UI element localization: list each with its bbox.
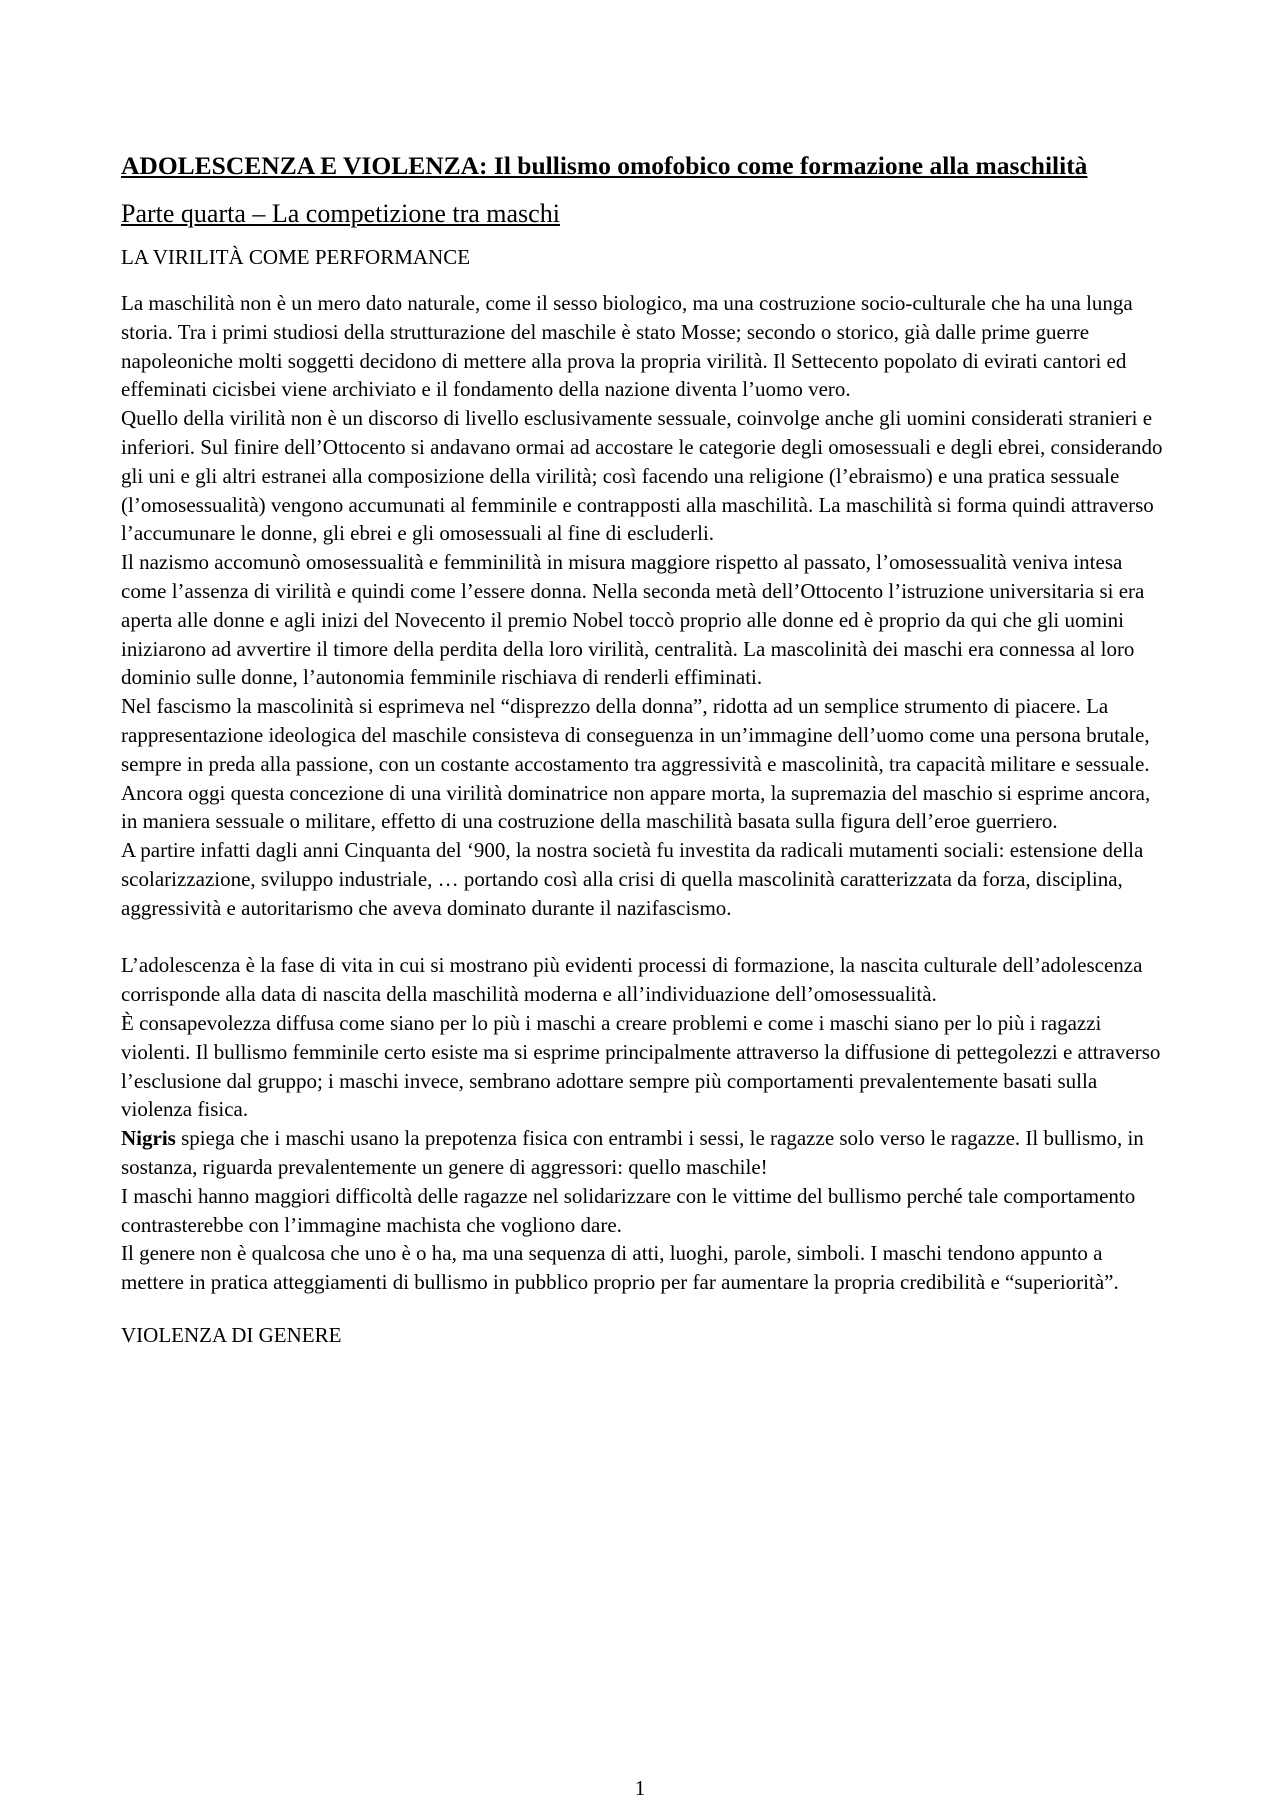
- page-number: 1: [634, 1776, 646, 1800]
- paragraph: L’adolescenza è la fase di vita in cui si mostrano più evidenti processi di formazione, la nascita culturale dell’adolescenza corrisponde alla data di nascita della maschilità moderna e all’individuazione dell’omosessualità.: [121, 953, 1143, 1007]
- paragraph: Ancora oggi questa concezione di una virilità dominatrice non appare morta, la supremazia del maschio si esprime ancora, in maniera sessuale o militare, effetto di una costruzione della maschilità basata sulla figura dell’eroe guerriero.: [121, 780, 1151, 834]
- section-heading-virilita: LA VIRILITÀ COME PERFORMANCE: [121, 245, 471, 269]
- paragraph: Il nazismo accomunò omosessualità e femminilità in misura maggiore rispetto al passato, l’omosessualità veniva intesa come l’assenza di virilità e quindi come l’essere donna. Nella seconda metà dell’Ottocento l’istruzione universitaria si era aperta alle donne e agli inizi del Novecento il premio Nobel toccò proprio alle donne ed è proprio da qui che gli uomini iniziarono ad avvertire il timore della perdita della loro virilità, centralità. La mascolinità dei maschi era connessa al loro dominio sulle donne, l’autonomia femminile rischiava di renderli effiminati.: [121, 550, 1145, 690]
- section-heading-violenza: VIOLENZA DI GENERE: [121, 1322, 342, 1347]
- blank-line: [121, 1297, 1166, 1320]
- paragraph: Il genere non è qualcosa che uno è o ha, ma una sequenza di atti, luoghi, parole, simboli. I maschi tendono appunto a mettere in pratica atteggiamenti di bullismo in pubblico proprio per far aumentare la propria credibilità e “superiorità”.: [121, 1241, 1119, 1295]
- paragraph-nigris-text: spiega che i maschi usano la prepotenza fisica con entrambi i sessi, le ragazze solo verso le ragazze. Il bullismo, in sostanza, riguarda prevalentemente un genere di aggressori: quello maschile!: [121, 1126, 1144, 1179]
- document-title: [121, 150, 1166, 182]
- document-title-main: ADOLESCENZA E VIOLENZA: [121, 151, 480, 180]
- paragraph: A partire infatti dagli anni Cinquanta del ‘900, la nostra società fu investita da radicali mutamenti sociali: estensione della scolarizzazione, sviluppo industriale, … portando così alla crisi di quella mascolinità caratterizzata da forza, disciplina, aggressività e autoritarismo che aveva dominato durante il nazifascismo.: [121, 838, 1144, 920]
- paragraph: È consapevolezza diffusa come siano per lo più i maschi a creare problemi e come i maschi siano per lo più i ragazzi violenti. Il bullismo femminile certo esiste ma si esprime principalmente attraverso la diffusione di pettegolezzi e attraverso l’esclusione dal gruppo; i maschi invece, sembrano adottare sempre più comportamenti prevalentemente basati sulla violenza fisica.: [121, 1010, 1161, 1122]
- paragraph: Quello della virilità non è un discorso di livello esclusivamente sessuale, coinvolge anche gli uomini considerati stranieri e inferiori. Sul finire dell’Ottocento si andavano ormai ad accostare le categorie degli omosessuali e degli ebrei, considerando gli uni e gli altri estranei alla composizione della virilità; così facendo una religione (l’ebraismo) e una pratica sessuale (l’omosessualità) vengono accumunati al femminile e contrapposti alla maschilità. La maschilità si forma quindi attraverso l’accumunare le donne, gli ebrei e gli omosessuali al fine di escluderli.: [121, 406, 1163, 546]
- paragraph: I maschi hanno maggiori difficoltà delle ragazze nel solidarizzare con le vittime del bullismo perché tale comportamento contrasterebbe con l’immagine machista che vogliono dare.: [121, 1183, 1136, 1237]
- paragraph: La maschilità non è un mero dato naturale, come il sesso biologico, ma una costruzione socio-culturale che ha una lunga storia. Tra i primi studiosi della strutturazione del maschile è stato Mosse; secondo o storico, già dalle prime guerre napoleoniche molti soggetti decidono di mettere alla prova la propria virilità. Il Settecento popolato di evirati cantori ed effeminati cicisbei viene archiviato e il fondamento della nazione diventa l’uomo vero.: [121, 291, 1133, 402]
- document-title-subtitle: : Il bullismo omofobico come formazione alla maschilità: [479, 151, 1088, 180]
- blank-line: [121, 923, 1166, 952]
- page-content: [121, 150, 1166, 1367]
- paragraph: Nel fascismo la mascolinità si esprimeva nel “disprezzo della donna”, ridotta ad un semplice strumento di piacere. La rappresentazione ideologica del maschile consisteva di conseguenza in un’immagine dell’uomo come una persona brutale, sempre in preda alla passione, con un costante accostamento tra aggressività e mascolinità, tra capacità militare e sessuale.: [121, 694, 1150, 776]
- part-title: Parte quarta – La competizione tra maschi: [121, 199, 560, 228]
- author-name-nigris: Nigris: [121, 1126, 176, 1151]
- paragraph-nigris: [121, 1124, 1166, 1182]
